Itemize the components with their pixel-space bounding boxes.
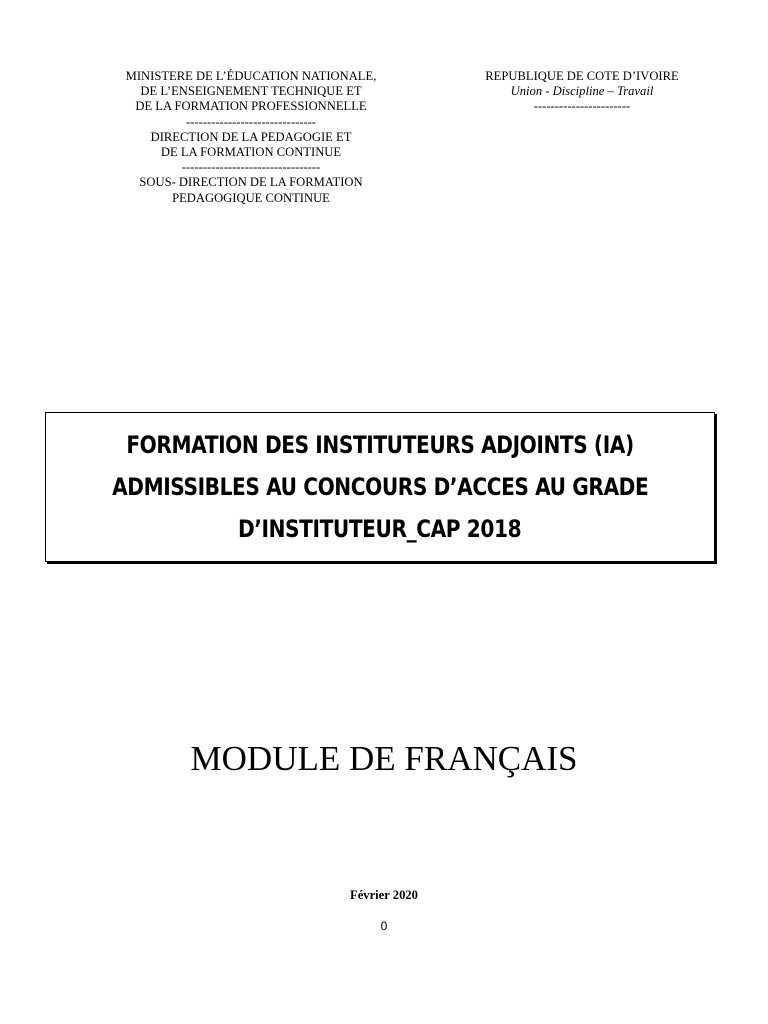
separator-line-2: ---------------------------------	[181, 160, 321, 175]
training-title-line-3: D’INSTITUTEUR_CAP 2018	[238, 515, 522, 543]
sub-direction-line-1: SOUS- DIRECTION DE LA FORMATION	[139, 175, 363, 190]
module-title: MODULE DE FRANÇAIS	[190, 739, 578, 778]
ministry-name-line-2: DE L’ENSEIGNEMENT TECHNIQUE ET	[140, 84, 362, 99]
ministry-header	[98, 69, 404, 206]
ministry-name-line-3: DE LA FORMATION PROFESSIONNELLE	[135, 99, 367, 114]
republic-header	[448, 69, 716, 115]
national-motto: Union - Discipline – Travail	[510, 84, 654, 99]
republic-separator: -----------------------	[533, 99, 631, 114]
training-title-box	[45, 412, 715, 562]
publication-date: Février 2020	[350, 888, 418, 902]
training-title-line-1: FORMATION DES INSTITUTEURS ADJOINTS (IA)	[126, 431, 634, 459]
page-number: 0	[380, 919, 388, 933]
ministry-name-line-1: MINISTERE DE L’ÉDUCATION NATIONALE,	[125, 69, 377, 83]
training-title-line-2: ADMISSIBLES AU CONCOURS D’ACCES AU GRADE	[111, 473, 649, 501]
sub-direction-line-2: PEDAGOGIQUE CONTINUE	[172, 190, 330, 205]
direction-line-1: DIRECTION DE LA PEDAGOGIE ET	[150, 129, 352, 144]
country-name: REPUBLIQUE DE COTE D’IVOIRE	[485, 69, 679, 83]
separator-line-1: -------------------------------	[185, 114, 316, 129]
direction-line-2: DE LA FORMATION CONTINUE	[160, 145, 342, 160]
